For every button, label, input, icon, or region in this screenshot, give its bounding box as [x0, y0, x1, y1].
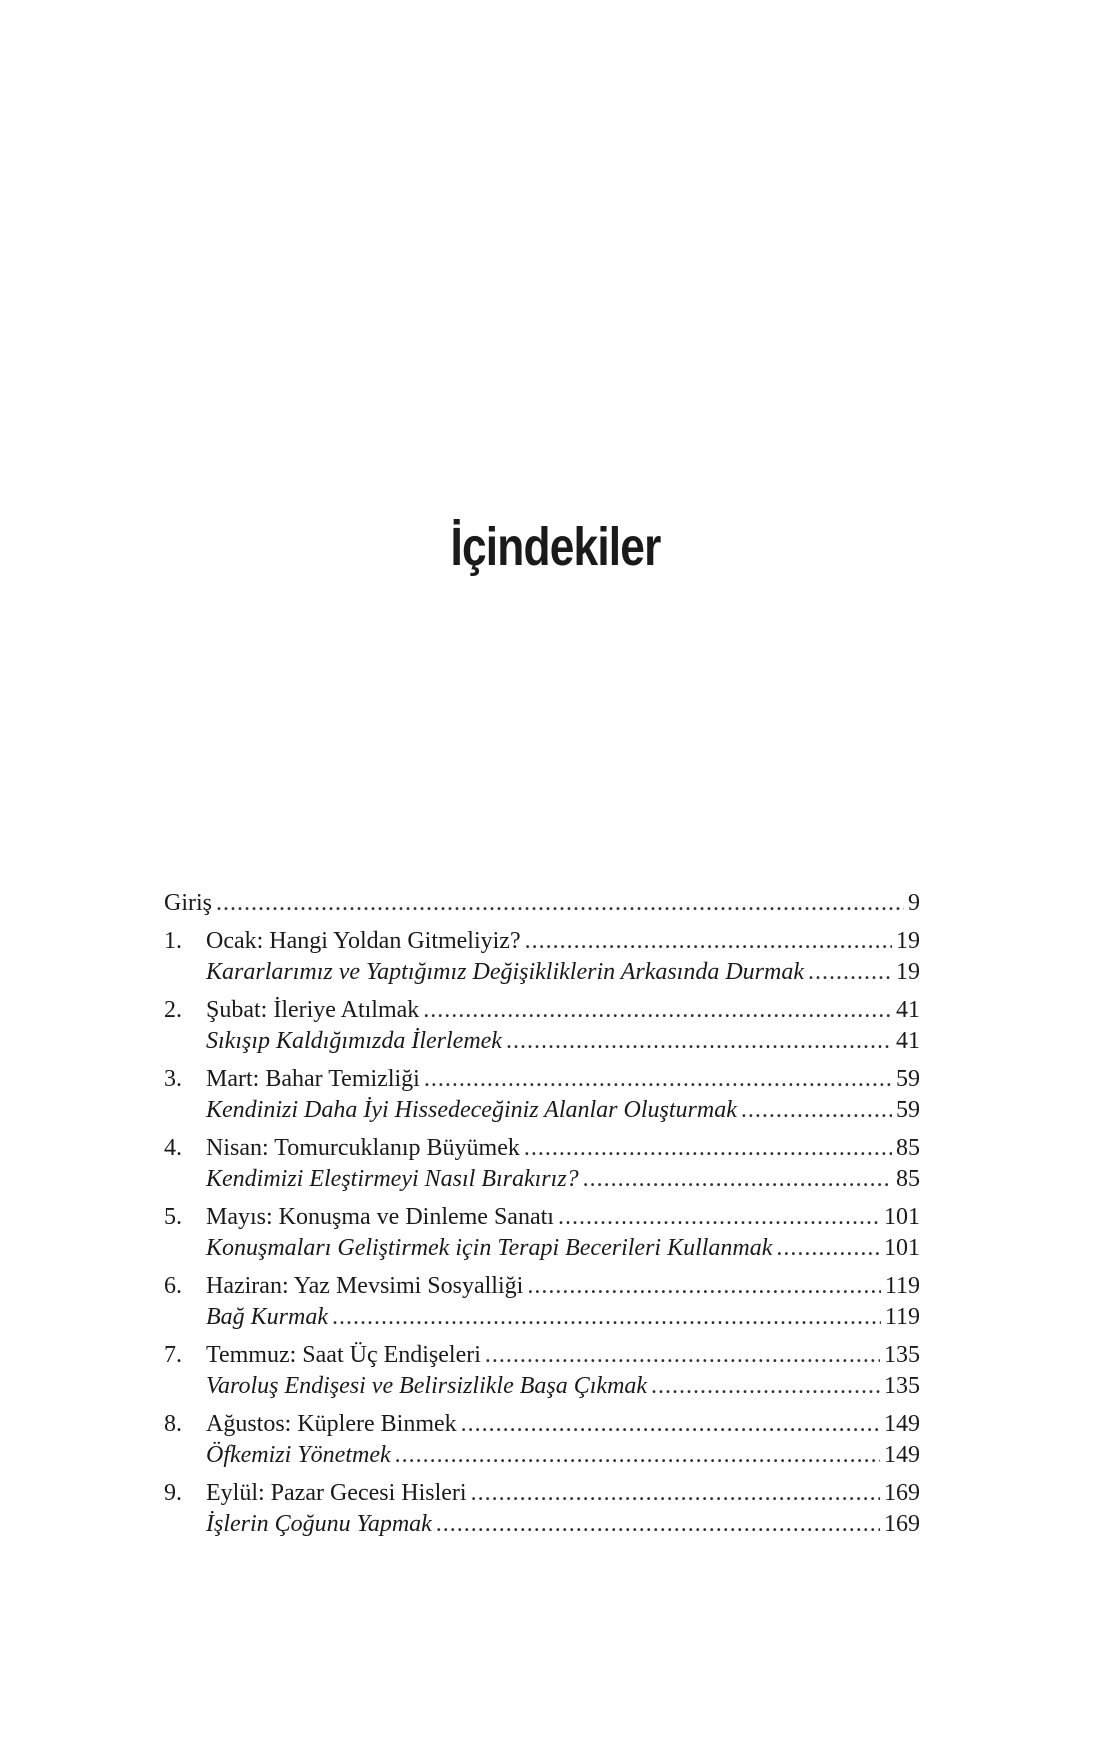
- toc-subtitle-line[interactable]: [164, 1095, 920, 1126]
- chapter-subtitle: Konuşmaları Geliştirmek için Terapi Becerileri Kullanmak: [206, 1235, 773, 1261]
- toc-page-number: 119: [884, 1304, 920, 1330]
- toc-chapter-line[interactable]: [164, 995, 920, 1026]
- dot-leader: [808, 957, 892, 988]
- toc-entry-chapter: [164, 1271, 920, 1333]
- dot-leader: [506, 1026, 892, 1057]
- chapter-subtitle: Öfkemizi Yönetmek: [206, 1442, 391, 1468]
- toc-subtitle-line[interactable]: [164, 1302, 920, 1333]
- chapter-number: 5.: [164, 1204, 182, 1230]
- chapter-title: Ocak: Hangi Yoldan Gitmeliyiz?: [206, 928, 521, 954]
- chapter-title: Mart: Bahar Temizliği: [206, 1066, 420, 1092]
- toc-page-number: 169: [884, 1511, 920, 1537]
- dot-leader: [423, 995, 892, 1026]
- dot-leader: [332, 1302, 881, 1333]
- toc-page-number: 101: [884, 1235, 920, 1261]
- toc-page-number: 19: [896, 928, 920, 954]
- toc-page-number: 149: [884, 1442, 920, 1468]
- dot-leader: [651, 1371, 880, 1402]
- dot-leader: [461, 1409, 880, 1440]
- chapter-number: 3.: [164, 1066, 182, 1092]
- dot-leader: [424, 1064, 892, 1095]
- toc-page-number: 101: [884, 1204, 920, 1230]
- toc-page-number: 59: [896, 1097, 920, 1123]
- dot-leader: [525, 926, 892, 957]
- toc-chapter-line[interactable]: [164, 1064, 920, 1095]
- chapter-title: Mayıs: Konuşma ve Dinleme Sanatı: [206, 1204, 554, 1230]
- toc-chapter-line[interactable]: [164, 1478, 920, 1509]
- dot-leader: [524, 1133, 892, 1164]
- toc-entry-chapter: [164, 1133, 920, 1195]
- chapter-number: 8.: [164, 1411, 182, 1437]
- chapter-subtitle: Kendinizi Daha İyi Hissedeceğiniz Alanlar Oluşturmak: [206, 1097, 737, 1123]
- chapter-subtitle: Varoluş Endişesi ve Belirsizlikle Başa Çıkmak: [206, 1373, 648, 1399]
- toc-subtitle-line[interactable]: [164, 1440, 920, 1471]
- toc-entry-intro: [164, 888, 920, 919]
- toc-entry-chapter: [164, 1409, 920, 1471]
- chapter-subtitle: Kendimizi Eleştirmeyi Nasıl Bırakırız?: [206, 1166, 579, 1192]
- dot-leader: [583, 1164, 892, 1195]
- toc-chapter-line[interactable]: [164, 1409, 920, 1440]
- toc-page-number: 9: [908, 890, 920, 916]
- toc-page-number: 119: [884, 1273, 920, 1299]
- chapter-subtitle: Kararlarımız ve Yaptığımız Değişikliklerin Arkasında Durmak: [206, 959, 805, 985]
- chapter-number: 7.: [164, 1342, 182, 1368]
- chapter-subtitle: Bağ Kurmak: [206, 1304, 328, 1330]
- toc-page-number: 169: [884, 1480, 920, 1506]
- toc-line[interactable]: [164, 888, 920, 919]
- toc-chapter-line[interactable]: [164, 1202, 920, 1233]
- chapter-number: 2.: [164, 997, 182, 1023]
- toc-entry-chapter: [164, 926, 920, 988]
- toc-subtitle-line[interactable]: [164, 1509, 920, 1540]
- toc-page-number: 85: [896, 1135, 920, 1161]
- toc-page-number: 85: [896, 1166, 920, 1192]
- chapter-title: Temmuz: Saat Üç Endişeleri: [206, 1342, 481, 1368]
- dot-leader: [776, 1233, 880, 1264]
- toc-entry-chapter: [164, 1202, 920, 1264]
- toc-page-number: 59: [896, 1066, 920, 1092]
- toc-page-number: 135: [884, 1373, 920, 1399]
- chapter-number: 9.: [164, 1480, 182, 1506]
- toc-subtitle-line[interactable]: [164, 1371, 920, 1402]
- chapter-title: Ağustos: Küplere Binmek: [206, 1411, 457, 1437]
- chapter-title: Haziran: Yaz Mevsimi Sosyalliği: [206, 1273, 524, 1299]
- dot-leader: [741, 1095, 892, 1126]
- toc-entry-chapter: [164, 1478, 920, 1540]
- chapter-title: Şubat: İleriye Atılmak: [206, 997, 420, 1023]
- toc-entry-chapter: [164, 1340, 920, 1402]
- toc-chapter-line[interactable]: [164, 1271, 920, 1302]
- dot-leader: [471, 1478, 880, 1509]
- toc-entry-chapter: [164, 995, 920, 1057]
- toc-chapter-line[interactable]: [164, 1340, 920, 1371]
- dot-leader: [216, 888, 904, 919]
- dot-leader: [485, 1340, 880, 1371]
- chapter-subtitle: İşlerin Çoğunu Yapmak: [206, 1511, 432, 1537]
- chapter-title: Eylül: Pazar Gecesi Hisleri: [206, 1480, 467, 1506]
- toc-page-number: 41: [896, 1028, 920, 1054]
- chapter-subtitle: Sıkışıp Kaldığımızda İlerlemek: [206, 1028, 502, 1054]
- toc-chapter-line[interactable]: [164, 926, 920, 957]
- chapter-title: Nisan: Tomurcuklanıp Büyümek: [206, 1135, 520, 1161]
- chapter-number: 6.: [164, 1273, 182, 1299]
- toc-entry-chapter: [164, 1064, 920, 1126]
- toc-chapter-line[interactable]: [164, 1133, 920, 1164]
- table-of-contents: [164, 888, 920, 1547]
- chapter-number: 1.: [164, 928, 182, 954]
- toc-intro-label: Giriş: [164, 890, 212, 916]
- dot-leader: [527, 1271, 881, 1302]
- dot-leader: [395, 1440, 880, 1471]
- toc-page-number: 149: [884, 1411, 920, 1437]
- toc-page-number: 41: [896, 997, 920, 1023]
- dot-leader: [558, 1202, 880, 1233]
- page-title: İçindekiler: [450, 517, 661, 577]
- chapter-number: 4.: [164, 1135, 182, 1161]
- toc-subtitle-line[interactable]: [164, 957, 920, 988]
- dot-leader: [436, 1509, 880, 1540]
- toc-subtitle-line[interactable]: [164, 1164, 920, 1195]
- toc-subtitle-line[interactable]: [164, 1233, 920, 1264]
- toc-page-number: 19: [896, 959, 920, 985]
- toc-subtitle-line[interactable]: [164, 1026, 920, 1057]
- toc-page-number: 135: [884, 1342, 920, 1368]
